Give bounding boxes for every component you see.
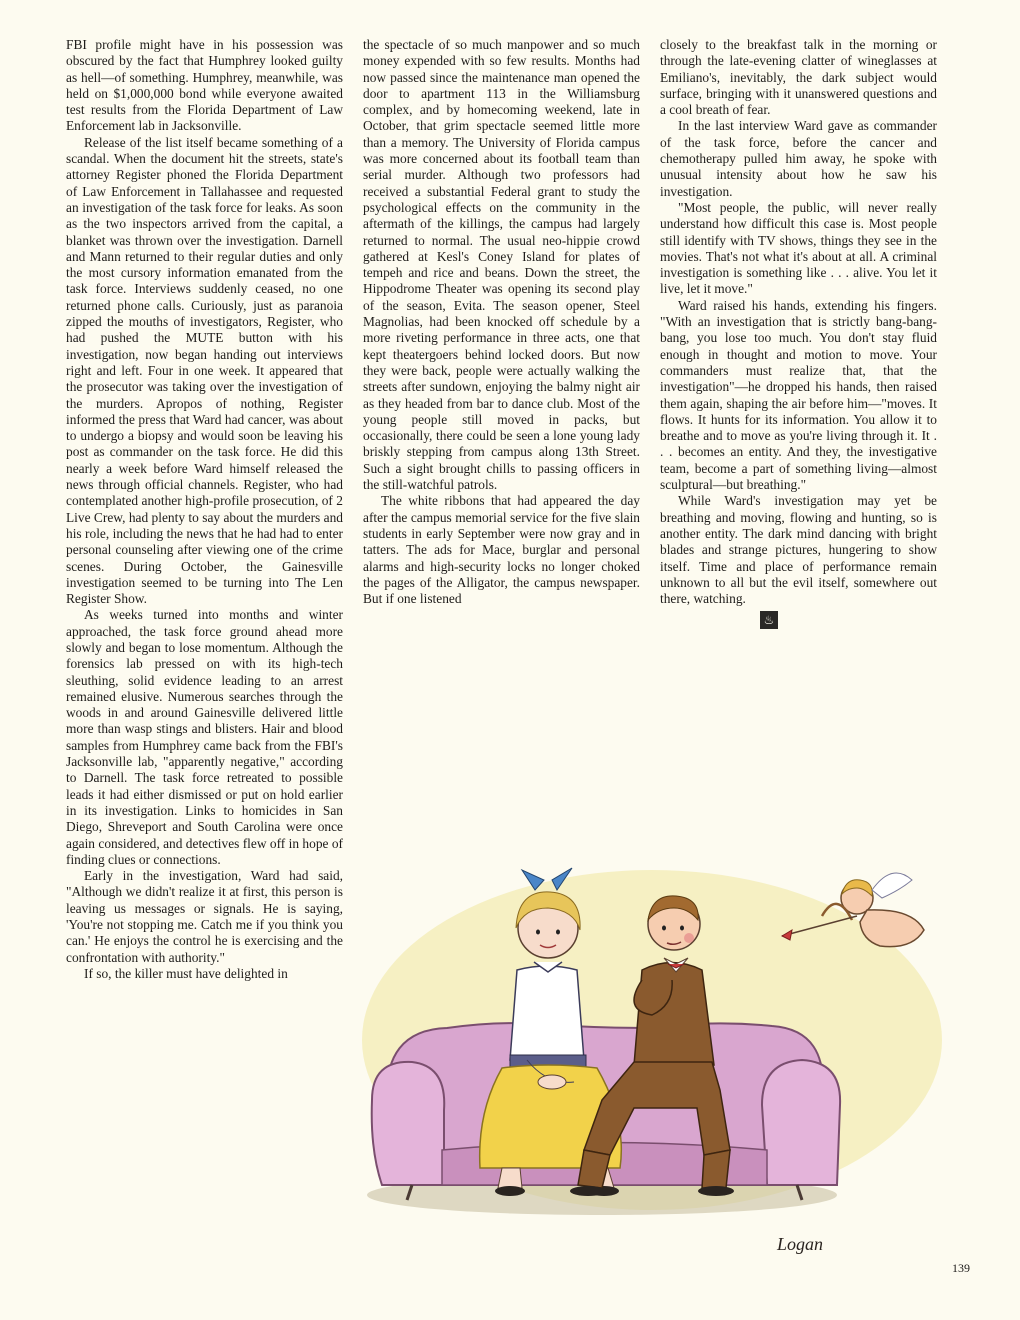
paragraph: Release of the list itself became something of a scandal. When the document hit the streets, state's attorney Register phoned the Florida Department of Law Enforcement in Tallahassee and requested an investigation of the task force for leaks. As soon as the two inspectors arrived from the capital, a blanket was thrown over the investigation. Darnell and Mann returned to their regular duties and only the most cursory information emanated from the task force. Interviews suddenly ceased, no one returned phone calls. Curiously, just as paranoia zipped the mouths of investigators, Register, who had pushed the MUTE button with his investigation, now began handing out interviews right and left. Four in one week. It appeared that the prosecutor was taking over the investigation of the murders. Apropos of nothing, Register informed the press that Ward had cancer, was about to undergo a biopsy and would soon be leaving his post as commander on the task force. He did this nearly a week before Ward himself released the news through official channels. Register, who had contemplated another high-profile prosecution, of 2 Live Crew, had plenty to say about the murders and his role, including the news that he had had to enter personal counseling after viewing one of the crime scenes. During October, the Gainesville investigation seemed to be turning into The Len Register Show. [66, 134, 343, 607]
page-number: 139 [952, 1261, 970, 1275]
paragraph: While Ward's investigation may yet be breathing and moving, flowing and hunting, so is another entity. The dark mind dancing with bright blades and strange pictures, hungering to show itself. Time and place of performance remain unknown to all but the evil itself, somewhere out there, watching. [660, 493, 937, 607]
paragraph: closely to the breakfast talk in the morning or through the late-evening clatter of wineglasses at Emiliano's, inevitably, the dark subject would surface, bringing with it unanswered questions and a cool breath of fear. [660, 37, 937, 118]
paragraph: In the last interview Ward gave as commander of the task force, before the cancer and chemotherapy pulled him away, he spoke with unusual intensity about how he saw his investigation. [660, 118, 937, 199]
paragraph: If so, the killer must have delighted in [84, 965, 288, 981]
article-column-2 [363, 37, 640, 607]
paragraph: The white ribbons that had appeared the day after the campus memorial service for the five slain students in early September were now gray and in tatters. The ads for Mace, burglar and personal alarms and high-security locks no longer choked the pages of the Alligator, the campus newspaper. But if one listened [363, 493, 640, 607]
paragraph: Ward raised his hands, extending his fingers. "With an investigation that is strictly bang-bang-bang, you lose too much. You don't stay fluid enough in thought and motion to move. Your commanders must realize that, that the investigation"—he dropped his hands, then raised them again, shaping the air before him—"moves. It flows. It hunts for its information. You allow it to breathe and to move as you're living through it. It . . . becomes an entity. And they, the investigative team, become a part of something living—almost sculptural—but breathing." [660, 297, 937, 493]
paragraph: "Most people, the public, will never really understand how difficult this case is. Most people still identify with TV shows, things they see in the movies. That's not what it's about at all. A criminal investigation is something like . . . alive. You let it live, let it move." [660, 199, 937, 297]
paragraph: FBI profile might have in his possession was obscured by the fact that Humphrey looked guilty as hell—of something. Humphrey, meanwhile, was held on $1,000,000 bond while everyone awaited test results from the Florida Department of Law Enforcement lab in Jacksonville. [66, 37, 343, 134]
article-column-3 [660, 37, 937, 629]
cartoonist-signature: Logan [777, 1234, 824, 1254]
end-mark-bunny-icon: ♨ [760, 611, 778, 629]
paragraph: Early in the investigation, Ward had said, "Although we didn't realize it at first, this person is leaving us messages or signals. He is saying, 'You're not stopping me. Catch me if you think you can.' He enjoys the control he is exercising and the confrontation with authority." [66, 868, 343, 965]
paragraph: the spectacle of so much manpower and so much money expended with so few results. Months had now passed since the maintenance man opened the door to apartment 113 in the Williamsburg complex, and by homecoming weekend, late in October, that grim spectacle seemed little more than a memory. The University of Florida campus was more concerned about its football team than serial murder. Although two professors had received a substantial Federal grant to study the psychological effects on the community in the aftermath of the killings, the campus had largely returned to normal. The usual neo-hippie crowd gathered at Kesl's Coney Island for plates of tempeh and rice and beans. Down the street, the Hippodrome Theater was opening its second play of the season, Evita. The season opener, Steel Magnolias, had been knocked off schedule by a more riveting performance in three acts, one that kept theatergoers behind locked doors. But now they were back, people were actually walking the streets after sundown, enjoying the balmy night air as they headed from bar to dance club. Most of the young people still moved in packs, but occasionally, there could be seen a lone young lady briskly stepping from campus along 13th Street. Such a sight brought chills to passing officers in the still-watchful patrols. [363, 37, 640, 493]
article-column-1 [66, 37, 343, 982]
paragraph: As weeks turned into months and winter approached, the task force ground ahead more slowly and began to lose momentum. Although the forensics lab pressed on with its high-tech sleuthing, solid evidence leading to an arrest remained elusive. Numerous searches through the woods in and around Gainesville delivered little more than wasp stings and blisters. Hair and blood samples from Humphrey came back from the FBI's Jacksonville lab, "apparently negative," according to Darnell. The task force retreated to possible leads it had either dismissed or put on hold earlier in its investigation. Links to homicides in San Diego, Shreveport and South Carolina were once again considered, and detectives flew off in hope of finding clues or connections. [66, 607, 343, 867]
cartoon-illustration [352, 850, 952, 1270]
